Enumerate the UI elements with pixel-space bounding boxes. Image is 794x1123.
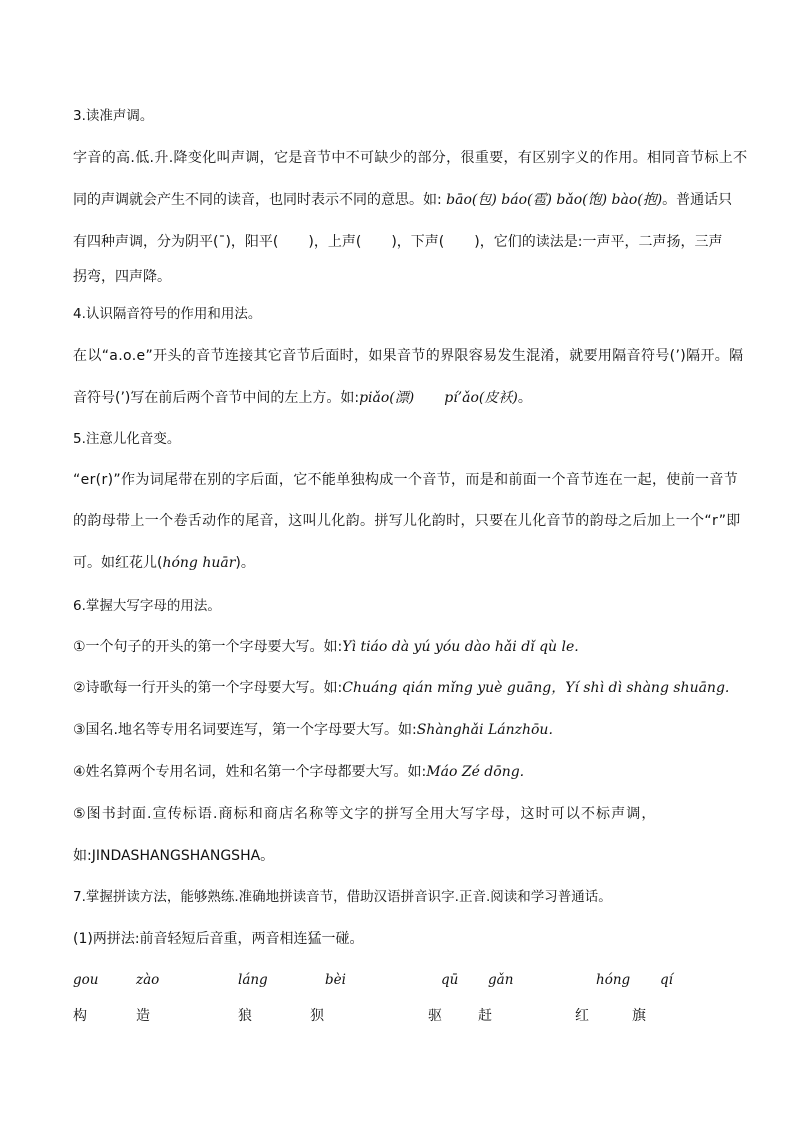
rule-item-1 bbox=[73, 637, 722, 657]
rule-text: ②诗歌每一行开头的第一个字母要大写。如: bbox=[73, 680, 343, 696]
section-3-paragraph-line-2 bbox=[73, 190, 733, 210]
rule-text: ③国名.地名等专用名词要连写，第一个字母要大写。如: bbox=[73, 722, 417, 738]
hanzi-character: 造 bbox=[136, 1008, 150, 1024]
pinyin-syllable: bèi bbox=[325, 972, 346, 988]
pinyin-syllable: láng bbox=[238, 972, 268, 988]
section-3-paragraph-line-1: 字音的高.低.升.降变化叫声调，它是音节中不可缺少的部分，很重要，有区别字义的作用。相同音节标上不 bbox=[73, 150, 748, 166]
tone-examples-pinyin: bāo(包) báo(雹) bǎo(饱) bào(抱) bbox=[446, 192, 663, 208]
section-3-text: )，它们的读法是:一声平，二声扬，三声 bbox=[474, 234, 723, 250]
example-pinyin: Máo Zé dōng. bbox=[426, 764, 525, 780]
hanzi-character: 驱 bbox=[428, 1008, 442, 1024]
example-pinyin: Shànghǎi Lánzhōu. bbox=[416, 722, 553, 738]
section-6-heading: 6.掌握大写字母的用法。 bbox=[73, 598, 221, 614]
section-3-heading: 3.读准声调。 bbox=[73, 108, 154, 124]
section-3-text: 有四种声调，分为阴平(ˉ)，阳平( bbox=[73, 234, 279, 250]
section-5-paragraph-line-3 bbox=[73, 553, 722, 573]
section-3-text: 同的声调就会产生不同的读音，也同时表示不同的意思。如: bbox=[73, 192, 447, 208]
pinyin-syllable: gou bbox=[73, 972, 99, 988]
hanzi-character: 赶 bbox=[478, 1008, 492, 1024]
hanzi-character: 狼 bbox=[238, 1008, 252, 1024]
section-5-paragraph-line-1: “er(r)”作为词尾带在别的字后面，它不能单独构成一个音节，而是和前面一个音节连在一起，使前一音节 bbox=[73, 472, 739, 488]
pinyin-syllable: gǎn bbox=[488, 972, 514, 988]
section-5-text: 可。如红花儿( bbox=[73, 555, 163, 571]
section-3-text: )，上声( bbox=[308, 234, 362, 250]
rule-text: ④姓名算两个专用名词，姓和名第一个字母都要大写。如: bbox=[73, 764, 427, 780]
rule-item-5: ⑤图书封面.宣传标语.商标和商店名称等文字的拼写全用大写字母，这时可以不标声调， bbox=[73, 806, 657, 822]
hanzi-character: 构 bbox=[73, 1008, 87, 1024]
section-4-paragraph-line-1: 在以“a.o.e”开头的音节连接其它音节后面时，如果音节的界限容易发生混淆，就要用隔音符号(’)隔开。隔 bbox=[73, 348, 744, 364]
example-pinyin: piǎo(漂) bbox=[359, 390, 415, 406]
section-4-paragraph-line-2 bbox=[73, 388, 722, 408]
pinyin-syllable: qí bbox=[660, 972, 673, 988]
section-5-paragraph-line-2: 的韵母带上一个卷舌动作的尾音，这叫儿化韵。拼写儿化韵时，只要在儿化音节的韵母之后加上一个“r”即 bbox=[73, 513, 741, 529]
pinyin-syllable: qū bbox=[441, 972, 459, 988]
section-7-subheading: (1)两拼法:前音轻短后音重，两音相连猛一碰。 bbox=[73, 931, 364, 947]
section-5-text: )。 bbox=[235, 555, 255, 571]
pinyin-syllable: zào bbox=[136, 972, 160, 988]
hanzi-character: 红 bbox=[575, 1008, 589, 1024]
rule-item-2 bbox=[73, 678, 730, 698]
rule-text: ①一个句子的开头的第一个字母要大写。如: bbox=[73, 639, 343, 655]
rule-item-4 bbox=[73, 762, 722, 782]
section-3-paragraph-line-4: 拐弯，四声降。 bbox=[73, 269, 171, 285]
hanzi-character: 狈 bbox=[310, 1008, 324, 1024]
section-5-heading: 5.注意儿化音变。 bbox=[73, 431, 181, 447]
rule-item-5-continued: 如:JINDASHANGSHANGSHA。 bbox=[73, 848, 275, 864]
example-pinyin: hóng huār bbox=[162, 555, 236, 571]
example-pinyin: Yì tiáo dà yú yóu dào hǎi dǐ qù le. bbox=[342, 639, 579, 655]
section-4-heading: 4.认识隔音符号的作用和用法。 bbox=[73, 306, 262, 322]
example-pinyin: pí’ǎo(皮袄) bbox=[444, 390, 518, 406]
example-pinyin: Chuáng qián mǐng yuè guāng，Yí shì dì shàng shuāng. bbox=[342, 680, 730, 696]
hanzi-character: 旗 bbox=[632, 1008, 646, 1024]
section-3-text: )，下声( bbox=[391, 234, 445, 250]
rule-item-3 bbox=[73, 720, 722, 740]
section-3-text: 。普通话只 bbox=[662, 192, 733, 208]
section-3-paragraph-line-3 bbox=[73, 232, 722, 252]
section-4-text: 音符号(’)写在前后两个音节中间的左上方。如: bbox=[73, 390, 360, 406]
pinyin-syllable: hóng bbox=[596, 972, 631, 988]
section-4-text: 。 bbox=[517, 390, 532, 406]
section-7-heading: 7.掌握拼读方法，能够熟练.准确地拼读音节，借助汉语拼音识字.正音.阅读和学习普通话。 bbox=[73, 889, 612, 905]
